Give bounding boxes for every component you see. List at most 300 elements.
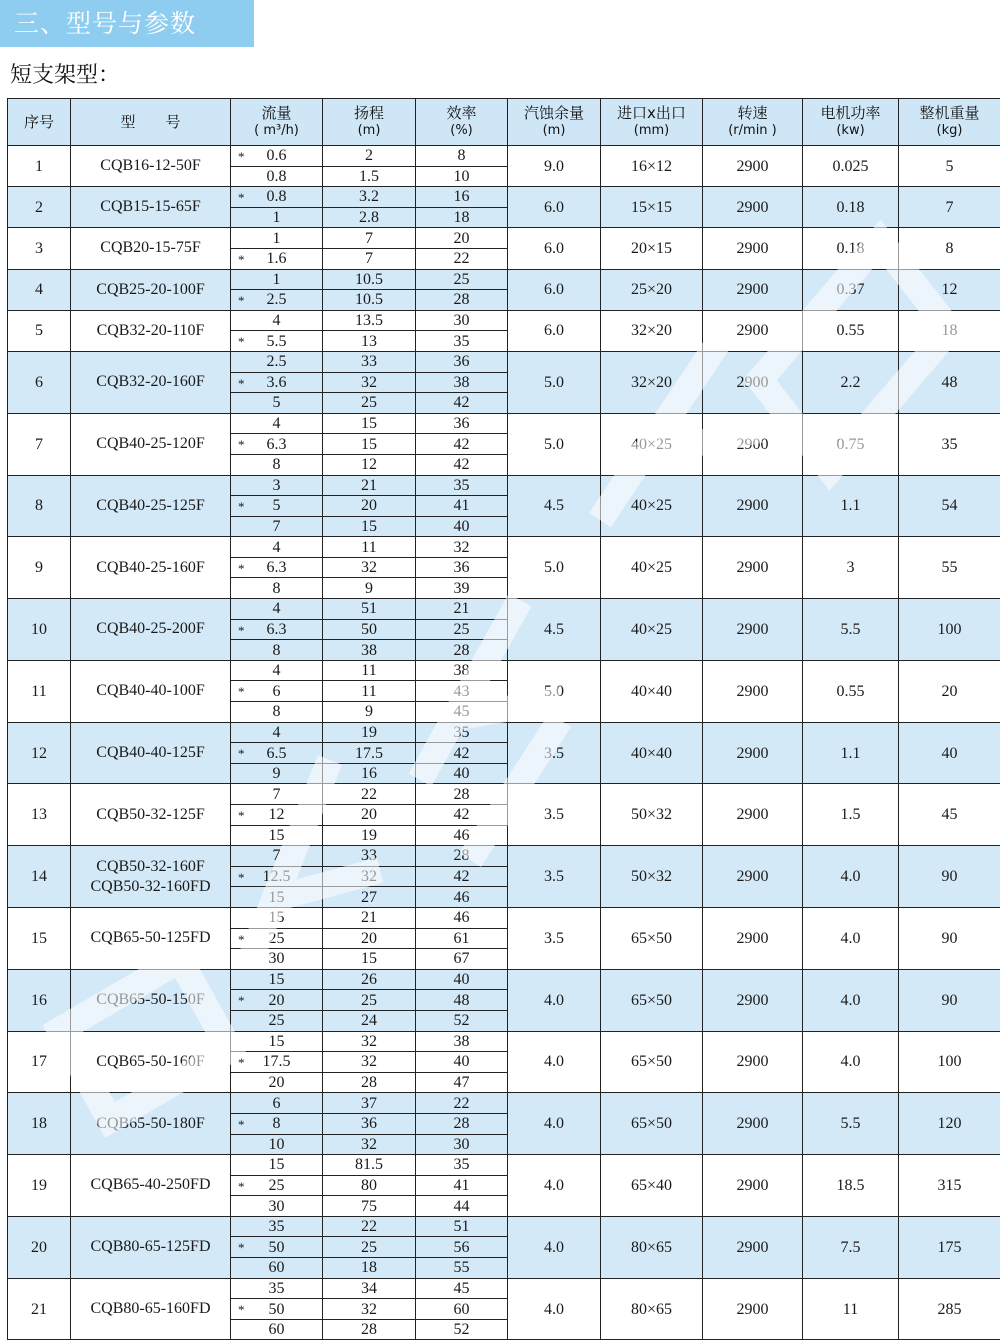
npsh-value: 4.5 <box>508 475 601 537</box>
head-value: 21 <box>323 907 416 928</box>
head-value: 3.2 <box>323 187 416 208</box>
table-row <box>8 187 1000 208</box>
weight-value: 285 <box>899 1278 1000 1340</box>
flow-value: 15 <box>268 1032 285 1050</box>
column-header <box>508 99 601 146</box>
efficiency-value: 42 <box>416 434 508 455</box>
motor-power-value: 5.5 <box>803 1093 899 1155</box>
inlet-outlet-value: 50×32 <box>601 846 703 908</box>
table-row <box>8 475 1000 496</box>
table-row <box>8 1093 1000 1114</box>
weight-value: 90 <box>899 969 1000 1031</box>
model-cell <box>71 413 231 475</box>
model-name: CQB65-50-180F <box>96 1114 205 1132</box>
flow-cell <box>231 990 323 1011</box>
row-number: 15 <box>8 907 71 969</box>
column-header-unit: (%) <box>450 123 473 138</box>
flow-value: 15 <box>268 888 285 906</box>
efficiency-value: 20 <box>416 228 508 249</box>
flow-value: 50 <box>268 1300 285 1318</box>
npsh-value: 6.0 <box>508 269 601 310</box>
speed-value: 2900 <box>703 187 803 228</box>
head-value: 36 <box>323 1113 416 1134</box>
head-value: 28 <box>323 1319 416 1340</box>
row-number: 20 <box>8 1216 71 1278</box>
npsh-value: 4.0 <box>508 1216 601 1278</box>
table-row <box>8 660 1000 681</box>
motor-power-value: 4.0 <box>803 907 899 969</box>
head-value: 15 <box>323 434 416 455</box>
model-cell <box>71 599 231 661</box>
head-value: 32 <box>323 1052 416 1073</box>
flow-value: 6 <box>272 682 281 700</box>
flow-value: 15 <box>268 971 285 989</box>
head-value: 20 <box>323 805 416 826</box>
inlet-outlet-value: 40×40 <box>601 660 703 722</box>
flow-cell <box>231 1031 323 1052</box>
efficiency-value: 40 <box>416 969 508 990</box>
flow-value: 17.5 <box>262 1053 291 1071</box>
table-body <box>8 146 1000 1340</box>
model-name: CQB40-40-100F <box>96 682 205 700</box>
rated-point-marker: * <box>238 746 245 762</box>
head-value: 32 <box>323 866 416 887</box>
weight-value: 7 <box>899 187 1000 228</box>
head-value: 10.5 <box>323 290 416 311</box>
column-header-label: 序号 <box>23 113 54 131</box>
npsh-value: 4.0 <box>508 1278 601 1340</box>
flow-value: 8 <box>272 703 281 721</box>
head-value: 19 <box>323 722 416 743</box>
flow-value: 6.5 <box>266 744 287 762</box>
inlet-outlet-value: 65×50 <box>601 907 703 969</box>
row-number: 4 <box>8 269 71 310</box>
row-number: 9 <box>8 537 71 599</box>
flow-value: 3.6 <box>266 373 287 391</box>
model-cell <box>71 1031 231 1093</box>
flow-cell <box>231 949 323 970</box>
speed-value: 2900 <box>703 269 803 310</box>
inlet-outlet-value: 15×15 <box>601 187 703 228</box>
motor-power-value: 2.2 <box>803 351 899 413</box>
model-name: CQB32-20-110F <box>96 321 205 339</box>
efficiency-value: 42 <box>416 393 508 414</box>
motor-power-value: 5.5 <box>803 599 899 661</box>
flow-value: 25 <box>268 1012 285 1030</box>
rated-point-marker: * <box>238 293 245 309</box>
efficiency-value: 46 <box>416 825 508 846</box>
speed-value: 2900 <box>703 1031 803 1093</box>
head-value: 26 <box>323 969 416 990</box>
head-value: 32 <box>323 372 416 393</box>
flow-cell <box>231 763 323 784</box>
efficiency-value: 22 <box>416 248 508 269</box>
flow-cell <box>231 187 323 208</box>
flow-value: 60 <box>268 1259 285 1277</box>
column-header-unit: (m) <box>542 123 566 138</box>
motor-power-value: 0.18 <box>803 228 899 269</box>
efficiency-value: 28 <box>416 784 508 805</box>
model-name-alt: CQB50-32-160FD <box>90 877 211 895</box>
flow-cell <box>231 928 323 949</box>
model-cell <box>71 537 231 599</box>
column-header-unit: (m) <box>357 123 381 138</box>
speed-value: 2900 <box>703 475 803 537</box>
efficiency-value: 38 <box>416 372 508 393</box>
model-name: CQB20-15-75F <box>100 239 201 257</box>
model-name: CQB50-32-160F <box>96 857 205 875</box>
column-header <box>8 99 71 146</box>
column-header-label: 电机功率 <box>820 104 881 122</box>
flow-cell <box>231 1010 323 1031</box>
efficiency-value: 8 <box>416 146 508 167</box>
flow-cell <box>231 743 323 764</box>
section-title-banner: 三、型号与参数 <box>0 0 254 47</box>
flow-cell <box>231 640 323 661</box>
flow-value: 6 <box>272 1094 281 1112</box>
efficiency-value: 38 <box>416 660 508 681</box>
table-row <box>8 599 1000 620</box>
speed-value: 2900 <box>703 413 803 475</box>
column-header-label: 效率 <box>446 104 477 122</box>
head-value: 38 <box>323 640 416 661</box>
speed-value: 2900 <box>703 599 803 661</box>
head-value: 75 <box>323 1196 416 1217</box>
model-cell <box>71 269 231 310</box>
head-value: 34 <box>323 1278 416 1299</box>
npsh-value: 4.0 <box>508 1155 601 1217</box>
flow-value: 5 <box>272 497 281 515</box>
motor-power-value: 18.5 <box>803 1155 899 1217</box>
flow-cell <box>231 887 323 908</box>
efficiency-value: 44 <box>416 1196 508 1217</box>
motor-power-value: 1.5 <box>803 784 899 846</box>
flow-value: 2.5 <box>266 353 287 371</box>
head-value: 81.5 <box>323 1155 416 1176</box>
inlet-outlet-value: 65×50 <box>601 969 703 1031</box>
head-value: 15 <box>323 516 416 537</box>
npsh-value: 4.0 <box>508 1093 601 1155</box>
speed-value: 2900 <box>703 1093 803 1155</box>
flow-cell <box>231 351 323 372</box>
flow-value: 8 <box>272 579 281 597</box>
weight-value: 35 <box>899 413 1000 475</box>
weight-value: 45 <box>899 784 1000 846</box>
rated-point-marker: * <box>238 499 245 515</box>
column-header-unit: (r/min ) <box>728 123 777 138</box>
flow-value: 20 <box>268 991 285 1009</box>
model-cell <box>71 146 231 187</box>
efficiency-value: 67 <box>416 949 508 970</box>
flow-cell <box>231 310 323 331</box>
efficiency-value: 38 <box>416 1031 508 1052</box>
weight-value: 175 <box>899 1216 1000 1278</box>
motor-power-value: 4.0 <box>803 969 899 1031</box>
flow-value: 4 <box>272 723 281 741</box>
table-row <box>8 1278 1000 1299</box>
model-cell <box>71 969 231 1031</box>
head-value: 13 <box>323 331 416 352</box>
spec-table <box>7 98 1000 1340</box>
efficiency-value: 60 <box>416 1299 508 1320</box>
head-value: 11 <box>323 681 416 702</box>
efficiency-value: 42 <box>416 454 508 475</box>
column-header-label: 流量 <box>261 104 292 122</box>
flow-cell <box>231 1237 323 1258</box>
rated-point-marker: * <box>238 931 245 947</box>
speed-value: 2900 <box>703 310 803 351</box>
flow-value: 4 <box>272 415 281 433</box>
flow-value: 35 <box>268 1279 285 1297</box>
flow-value: 4 <box>272 662 281 680</box>
weight-value: 12 <box>899 269 1000 310</box>
inlet-outlet-value: 40×25 <box>601 413 703 475</box>
motor-power-value: 4.0 <box>803 846 899 908</box>
flow-cell <box>231 331 323 352</box>
row-number: 13 <box>8 784 71 846</box>
npsh-value: 6.0 <box>508 228 601 269</box>
rated-point-marker: * <box>238 437 245 453</box>
head-value: 25 <box>323 1237 416 1258</box>
flow-value: 1 <box>272 229 281 247</box>
rated-point-marker: * <box>238 684 245 700</box>
npsh-value: 6.0 <box>508 187 601 228</box>
efficiency-value: 40 <box>416 516 508 537</box>
row-number: 17 <box>8 1031 71 1093</box>
head-value: 2.8 <box>323 207 416 228</box>
row-number: 14 <box>8 846 71 908</box>
flow-cell <box>231 1299 323 1320</box>
npsh-value: 5.0 <box>508 660 601 722</box>
efficiency-value: 30 <box>416 1134 508 1155</box>
flow-cell <box>231 434 323 455</box>
inlet-outlet-value: 40×40 <box>601 722 703 784</box>
head-value: 11 <box>323 537 416 558</box>
row-number: 10 <box>8 599 71 661</box>
speed-value: 2900 <box>703 1216 803 1278</box>
head-value: 25 <box>323 990 416 1011</box>
flow-cell <box>231 681 323 702</box>
head-value: 20 <box>323 928 416 949</box>
row-number: 2 <box>8 187 71 228</box>
column-header <box>323 99 416 146</box>
flow-cell <box>231 1052 323 1073</box>
column-header-label: 型 号 <box>120 113 181 131</box>
weight-value: 100 <box>899 599 1000 661</box>
inlet-outlet-value: 16×12 <box>601 146 703 187</box>
rated-point-marker: * <box>238 1240 245 1256</box>
head-value: 19 <box>323 825 416 846</box>
model-cell <box>71 1216 231 1278</box>
model-name: CQB40-25-125F <box>96 496 205 514</box>
flow-cell <box>231 722 323 743</box>
rated-point-marker: * <box>238 808 245 823</box>
flow-value: 30 <box>268 1197 285 1215</box>
efficiency-value: 42 <box>416 866 508 887</box>
head-value: 37 <box>323 1093 416 1114</box>
flow-value: 4 <box>272 312 281 330</box>
head-value: 28 <box>323 1072 416 1093</box>
flow-cell <box>231 269 323 290</box>
efficiency-value: 47 <box>416 1072 508 1093</box>
weight-value: 54 <box>899 475 1000 537</box>
rated-point-marker: * <box>238 869 245 885</box>
inlet-outlet-value: 80×65 <box>601 1216 703 1278</box>
motor-power-value: 0.37 <box>803 269 899 310</box>
flow-value: 8 <box>272 1115 281 1133</box>
npsh-value: 5.0 <box>508 537 601 599</box>
row-number: 16 <box>8 969 71 1031</box>
efficiency-value: 22 <box>416 1093 508 1114</box>
flow-cell <box>231 537 323 558</box>
npsh-value: 3.5 <box>508 907 601 969</box>
model-name: CQB50-32-125F <box>96 805 205 823</box>
model-name: CQB65-50-150F <box>96 991 205 1009</box>
inlet-outlet-value: 40×25 <box>601 475 703 537</box>
table-row <box>8 1155 1000 1176</box>
npsh-value: 9.0 <box>508 146 601 187</box>
flow-value: 5.5 <box>266 332 287 350</box>
column-header <box>703 99 803 146</box>
inlet-outlet-value: 65×40 <box>601 1155 703 1217</box>
flow-value: 0.8 <box>266 167 287 185</box>
flow-value: 25 <box>268 929 285 947</box>
speed-value: 2900 <box>703 722 803 784</box>
row-number: 8 <box>8 475 71 537</box>
head-value: 17.5 <box>323 743 416 764</box>
column-header <box>231 99 323 146</box>
table-row <box>8 907 1000 928</box>
column-header-unit: ( m³/h) <box>254 123 299 138</box>
flow-cell <box>231 1258 323 1279</box>
flow-value: 1 <box>272 270 281 288</box>
efficiency-value: 28 <box>416 1113 508 1134</box>
flow-cell <box>231 146 323 167</box>
flow-cell <box>231 825 323 846</box>
flow-value: 4 <box>272 600 281 618</box>
head-value: 2 <box>323 146 416 167</box>
head-value: 80 <box>323 1175 416 1196</box>
head-value: 27 <box>323 887 416 908</box>
efficiency-value: 43 <box>416 681 508 702</box>
model-cell <box>71 660 231 722</box>
head-value: 32 <box>323 1299 416 1320</box>
npsh-value: 4.0 <box>508 1031 601 1093</box>
flow-cell <box>231 290 323 311</box>
efficiency-value: 35 <box>416 475 508 496</box>
flow-cell <box>231 166 323 187</box>
flow-value: 20 <box>268 1074 285 1092</box>
inlet-outlet-value: 65×50 <box>601 1093 703 1155</box>
flow-value: 6.3 <box>266 435 287 453</box>
table-row <box>8 537 1000 558</box>
efficiency-value: 41 <box>416 496 508 517</box>
inlet-outlet-value: 40×25 <box>601 599 703 661</box>
weight-value: 90 <box>899 846 1000 908</box>
rated-point-marker: * <box>238 149 245 164</box>
model-cell <box>71 475 231 537</box>
weight-value: 20 <box>899 660 1000 722</box>
head-value: 21 <box>323 475 416 496</box>
efficiency-value: 46 <box>416 887 508 908</box>
speed-value: 2900 <box>703 907 803 969</box>
efficiency-value: 16 <box>416 187 508 208</box>
rated-point-marker: * <box>238 1055 245 1071</box>
head-value: 50 <box>323 619 416 640</box>
rated-point-marker: * <box>238 1116 245 1132</box>
table-row <box>8 269 1000 290</box>
model-cell <box>71 228 231 269</box>
motor-power-value: 1.1 <box>803 475 899 537</box>
efficiency-value: 56 <box>416 1237 508 1258</box>
efficiency-value: 52 <box>416 1319 508 1340</box>
model-name: CQB15-15-65F <box>100 198 201 216</box>
weight-value: 315 <box>899 1155 1000 1217</box>
model-cell <box>71 351 231 413</box>
head-value: 15 <box>323 949 416 970</box>
head-value: 7 <box>323 228 416 249</box>
efficiency-value: 52 <box>416 1010 508 1031</box>
flow-value: 10 <box>268 1135 285 1153</box>
efficiency-value: 41 <box>416 1175 508 1196</box>
efficiency-value: 61 <box>416 928 508 949</box>
table-row <box>8 146 1000 167</box>
flow-cell <box>231 784 323 805</box>
weight-value: 5 <box>899 146 1000 187</box>
table-row <box>8 722 1000 743</box>
head-value: 9 <box>323 578 416 599</box>
column-header-unit: (mm) <box>633 123 670 138</box>
efficiency-value: 25 <box>416 619 508 640</box>
efficiency-value: 35 <box>416 1155 508 1176</box>
flow-cell <box>231 516 323 537</box>
efficiency-value: 18 <box>416 207 508 228</box>
model-name: CQB16-12-50F <box>100 157 201 175</box>
flow-value: 50 <box>268 1238 285 1256</box>
flow-cell <box>231 805 323 826</box>
head-value: 33 <box>323 846 416 867</box>
column-header <box>71 99 231 146</box>
motor-power-value: 0.18 <box>803 187 899 228</box>
efficiency-value: 32 <box>416 537 508 558</box>
weight-value: 48 <box>899 351 1000 413</box>
speed-value: 2900 <box>703 1278 803 1340</box>
efficiency-value: 42 <box>416 805 508 826</box>
flow-value: 15 <box>268 826 285 844</box>
flow-value: 12.5 <box>262 868 291 886</box>
speed-value: 2900 <box>703 146 803 187</box>
head-value: 25 <box>323 393 416 414</box>
flow-cell <box>231 599 323 620</box>
rated-point-marker: * <box>238 1302 245 1318</box>
weight-value: 120 <box>899 1093 1000 1155</box>
flow-cell <box>231 496 323 517</box>
flow-cell <box>231 1175 323 1196</box>
rated-point-marker: * <box>238 375 245 391</box>
flow-cell <box>231 475 323 496</box>
rated-point-marker: * <box>238 190 245 206</box>
flow-value: 3 <box>272 476 281 494</box>
head-value: 18 <box>323 1258 416 1279</box>
model-name: CQB65-40-250FD <box>90 1176 211 1194</box>
header-row <box>8 99 1000 146</box>
flow-cell <box>231 1216 323 1237</box>
flow-cell <box>231 372 323 393</box>
flow-value: 15 <box>268 909 285 927</box>
flow-cell <box>231 393 323 414</box>
flow-cell <box>231 248 323 269</box>
table-row <box>8 413 1000 434</box>
